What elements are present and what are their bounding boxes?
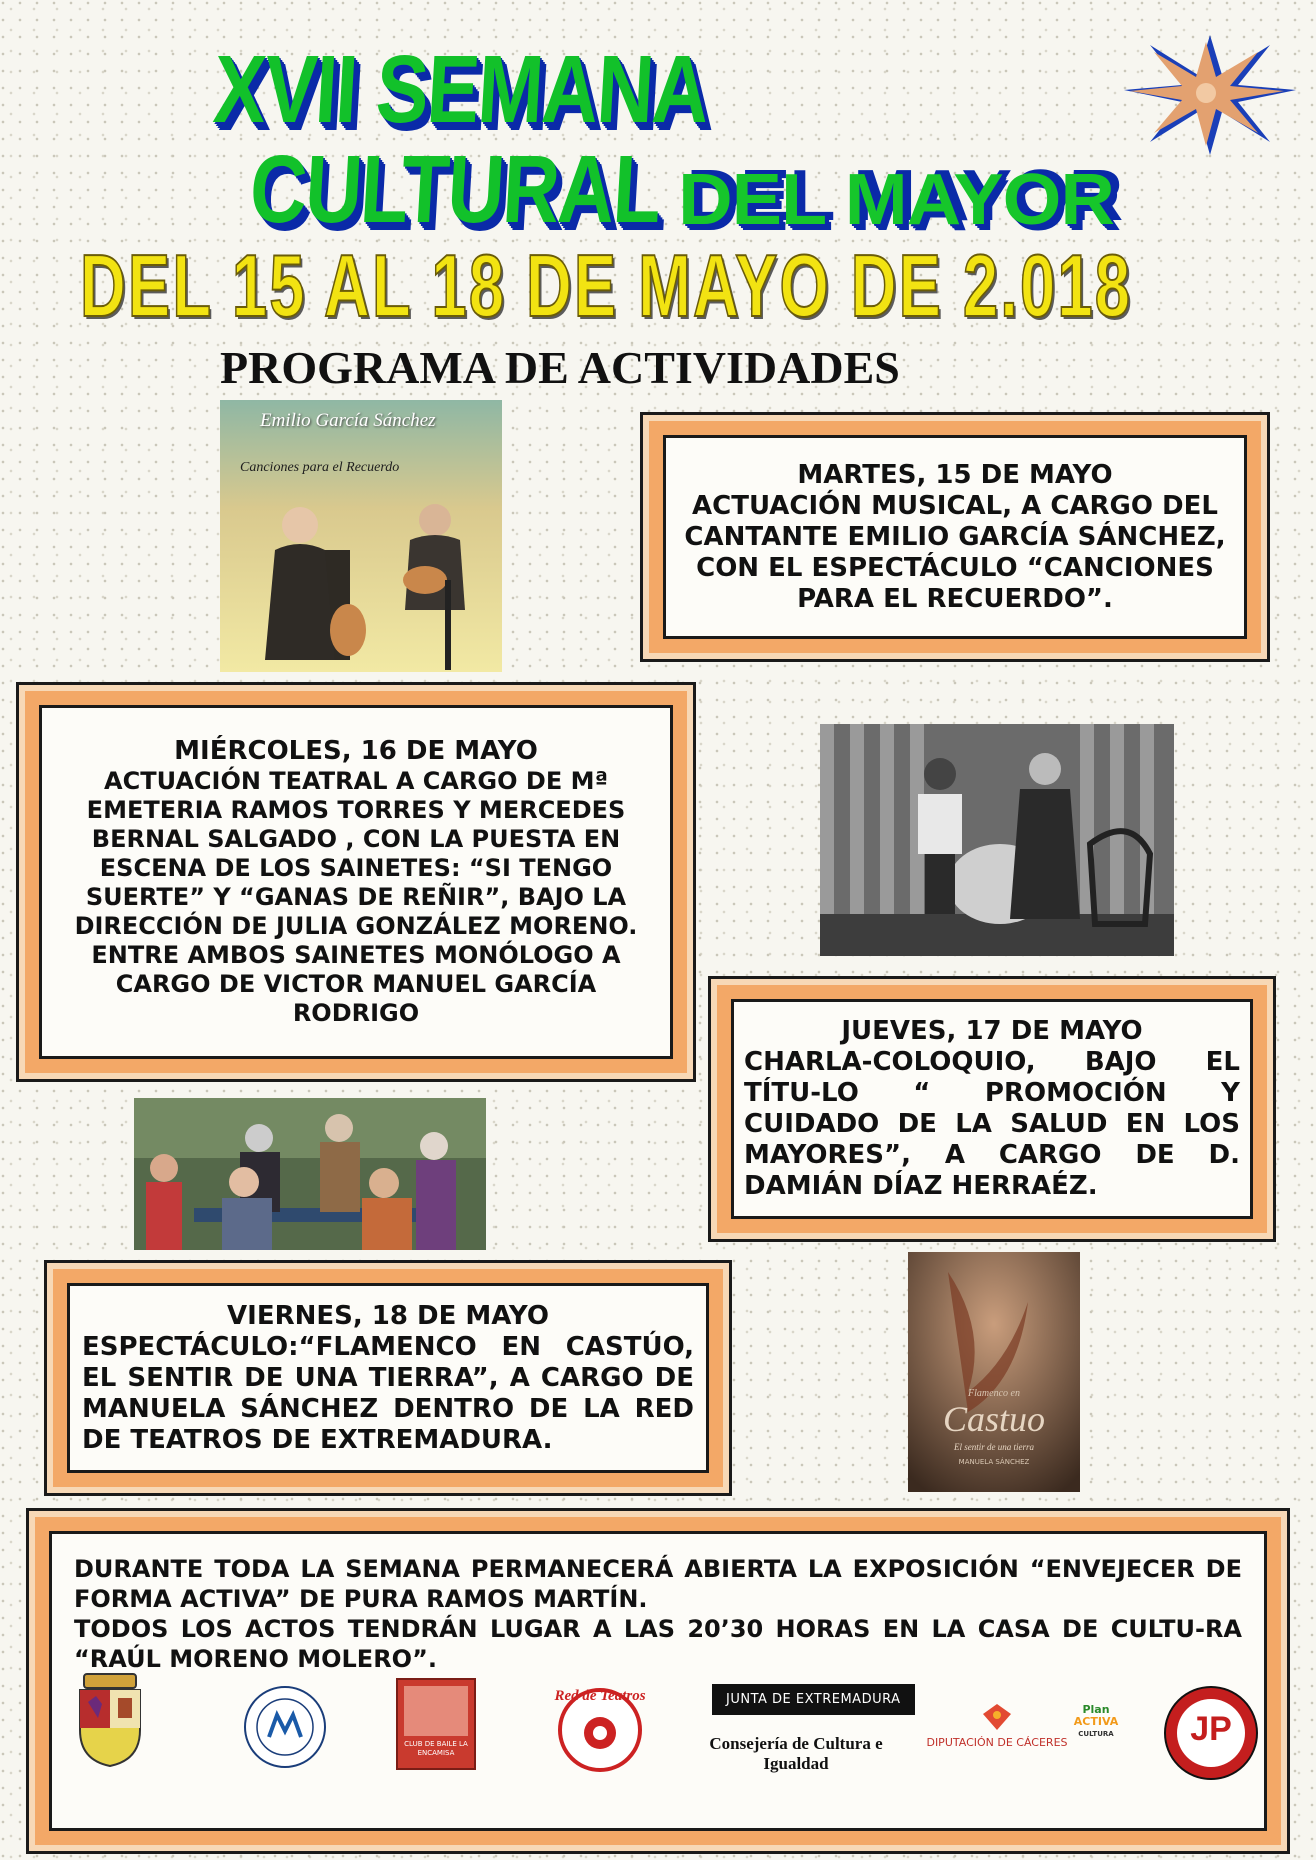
jp-logo-text: JP [1190,1710,1232,1748]
footer-box [26,1508,1290,1854]
poster-credit: MANUELA SÁNCHEZ [958,1458,1030,1466]
diputacion-label: DIPUTACIÓN DE CÁCERES [926,1736,1068,1749]
plan-activa-mid: ACTIVA [1073,1715,1119,1728]
emilio-garcia-photo [220,400,502,672]
thursday-description: CHARLA-COLOQUIO, BAJO EL TÍTU-LO “ PROMOCIÓN Y CUIDADO DE LA SALUD EN LOS MAYORES”, A CARGO DE D. DAMIÁN DÍAZ HERRAÉZ. [744,1047,1240,1201]
seniors-group-photo [134,1098,486,1250]
friday-description: ESPECTÁCULO:“FLAMENCO EN CASTÚO, EL SENTIR DE UNA TIERRA”, A CARGO DE MANUELA SÁNCHEZ DENTRO DE LA RED DE TEATROS DE EXTREMADURA. [82,1331,694,1455]
tuesday-event-box [640,412,1270,662]
wednesday-day: MIÉRCOLES, 16 DE MAYO [174,736,538,766]
tuesday-description: ACTUACIÓN MUSICAL, A CARGO DEL CANTANTE EMILIO GARCÍA SÁNCHEZ, CON EL ESPECTÁCULO “CANCIONES PARA EL RECUERDO”. [684,490,1226,614]
emilio-photo-title: Emilio García Sánchez [260,410,436,431]
footer-exhibition-text: DURANTE TODA LA SEMANA PERMANECERÁ ABIERTA LA EXPOSICIÓN “ENVEJECER DE FORMA ACTIVA” DE PURA RAMOS MARTÍN. [74,1555,1242,1613]
footer-venue-text: TODOS LOS ACTOS TENDRÁN LUGAR A LAS 20’30 HORAS EN LA CASA DE CULTU-RA “RAÚL MORENO MOLERO”. [74,1615,1242,1673]
event-dates: DEL 15 AL 18 DE MAYO DE 2.018 [80,236,1133,335]
red-teatros-logo [544,1684,656,1776]
municipal-coat-of-arms-icon [62,1670,158,1770]
poster-title-small: Flamenco en [968,1388,1020,1399]
theatre-photo [820,724,1174,956]
wednesday-event-box [16,682,696,1082]
plan-activa-top: Plan [1082,1703,1110,1716]
diputacion-caceres-logo [922,1702,1072,1749]
red-teatros-label: Red de Teatros [554,1688,646,1704]
poster-title: Castuo [942,1399,1046,1439]
consejeria-label: Consejería de Cultura e Igualdad [709,1734,883,1773]
plan-activa-logo [1070,1704,1122,1740]
thursday-day: JUEVES, 17 DE MAYO [841,1016,1143,1046]
flamenco-castuo-poster [908,1252,1080,1492]
club-baile-label: CLUB DE BAILE LA ENCAMISA [404,1740,468,1757]
wednesday-description: ACTUACIÓN TEATRAL A CARGO DE Mª EMETERIA RAMOS TORRES Y MERCEDES BERNAL SALGADO , CON LA PUESTA EN ESCENA DE LOS SAINETES: “SI TENGO SUERTE” Y “GANAS DE REÑIR”, BAJO LA DIRECCIÓN DE JULIA GONZÁLEZ MORENO. ENTRE AMBOS SAINETES MONÓLOGO A CARGO DE VICTOR MANUEL GARCÍA RODRIGO [74,767,638,1027]
tuesday-day: MARTES, 15 DE MAYO [797,459,1113,490]
thursday-event-box [708,976,1276,1242]
program-heading: PROGRAMA DE ACTIVIDADES [220,342,900,393]
event-title: XVII SEMANA CULTURAL [210,36,711,243]
jp-logo [1160,1682,1262,1784]
junta-extremadura-logo: JUNTA DE EXTREMADURA [712,1684,915,1715]
starburst-icon [1100,30,1300,160]
association-seal-icon [240,1682,330,1772]
event-title-line2: DEL MAYOR [678,160,1114,240]
club-baile-logo [396,1678,476,1770]
friday-day: VIERNES, 18 DE MAYO [227,1300,549,1331]
emilio-photo-subtitle: Canciones para el Recuerdo [240,460,400,475]
friday-event-box [44,1260,732,1496]
plan-activa-bot: CULTURA [1078,1730,1114,1738]
poster-tagline: El sentir de una tierra [954,1442,1034,1452]
